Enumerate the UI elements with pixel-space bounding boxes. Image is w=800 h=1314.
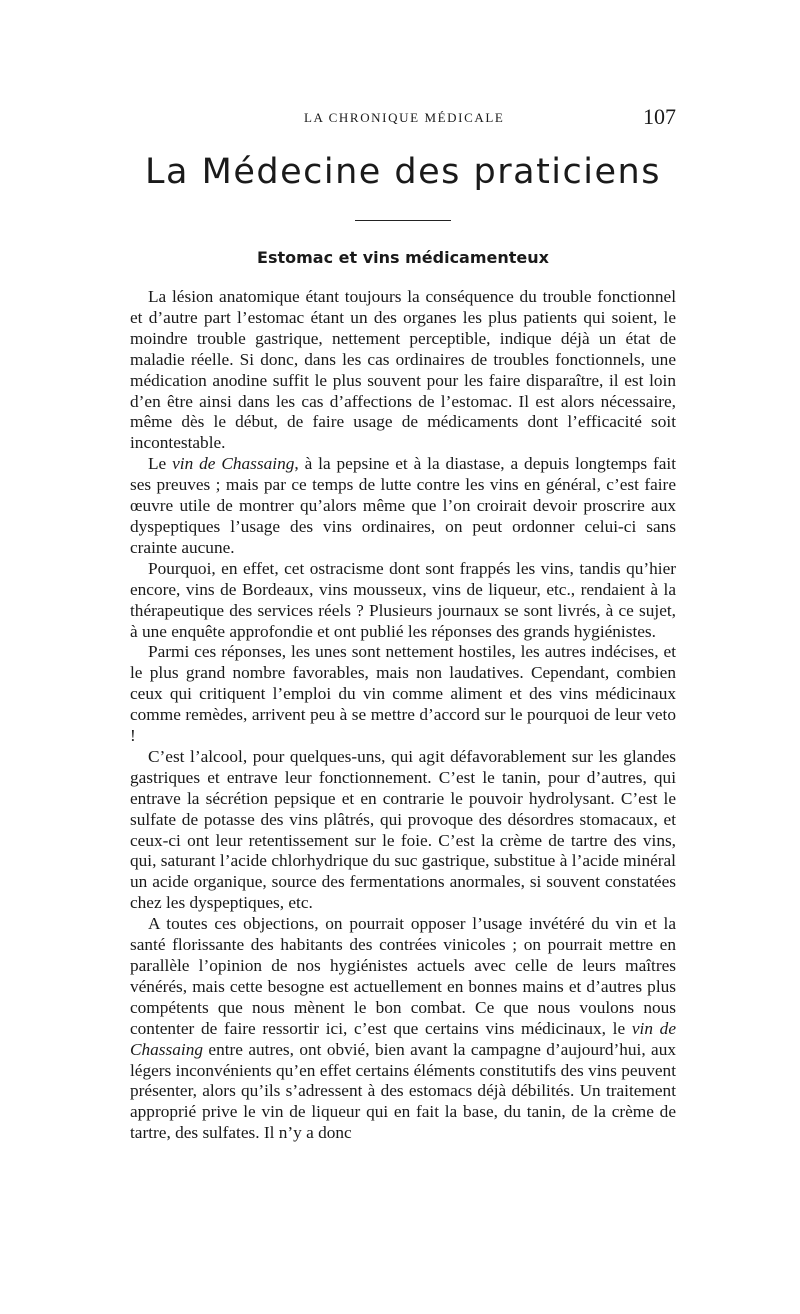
- paragraph-2-end: , à la pepsine et à la diastase, a depuis longtemps fait ses preuves ; mais par ce temps de lutte contre les vins en général, c’est faire œuvre utile de montrer qu’alors même que l’on croirait devoir proscrire aux dyspeptiques l’usage des vins ordinaires, on peut ordonner celui-ci sans crainte aucune.: [130, 454, 677, 557]
- paragraph-5: C’est l’alcool, pour quelques-uns, qui agit défavorablement sur les glandes gastriques et entrave leur fonctionnement. C’est le tanin, pour d’autres, qui entrave la sécrétion pepsique et en contrarie le pouvoir hydrolysant. C’est le sulfate de potasse des vins plâtrés, qui provoque des désordres stomacaux, et ceux-ci ont leur retentissement sur le foie. C’est la crème de tartre des vins, qui, saturant l’acide chlorhydrique du suc gastrique, substitue à l’acide minéral un acide organique, source des fermentations anormales, si souvent constatées chez les dyspeptiques, etc.: [130, 746, 676, 913]
- paragraph-3: Pourquoi, en effet, cet ostracisme dont sont frappés les vins, tandis qu’hier encore, vins de Bordeaux, vins mousseux, vins de liqueur, etc., rendaient à la thérapeutique des services réels ? Plusieurs journaux se sont livrés, à ce sujet, à une enquête approfondie et ont publié les réponses des grands hygiénistes.: [130, 558, 676, 641]
- journal-name: LA CHRONIQUE MÉDICALE: [304, 110, 505, 125]
- article-title: La Médecine des praticiens: [145, 152, 661, 192]
- paragraph-4: Parmi ces réponses, les unes sont nettement hostiles, les autres indécises, et le plus grand nombre favorables, mais non laudatives. Cependant, combien ceux qui critiquent l’emploi du vin comme aliment et des vins médicinaux comme remèdes, arrivent peu à se mettre d’accord sur le pourquoi de leur veto !: [130, 642, 676, 746]
- paragraph-2: [130, 454, 676, 559]
- paragraph-1: La lésion anatomique étant toujours la conséquence du trouble fonctionnel et d’autre part l’estomac étant un des organes les plus patients qui soient, le moindre trouble gastrique, nettement perceptible, indique déjà un état de maladie réelle. Si donc, dans les cas ordinaires de troubles fonctionnels, une médication anodine suffit le plus souvent pour les faire disparaître, il est loin d’en être ainsi dans les cas d’affections de l’estomac. Il est alors nécessaire, même dès le début, de faire usage de médicaments dont l’efficacité soit incontestable.: [130, 287, 676, 453]
- product-name: vin de Chassaing: [172, 454, 295, 474]
- paragraph-6-end: entre autres, ont obvié, bien avant la campagne d’aujourd’hui, aux légers inconvénients qu’en effet certains éléments constitutifs des vins peuvent présenter, alors qu’ils s’adressent à des estomacs déjà débilités. Un traitement approprié prive le vin de liqueur qui en fait la base, du tanin, de la crème de tartre, des sulfates. Il n’y a donc: [130, 1039, 676, 1143]
- page-number: 107: [643, 104, 676, 129]
- paragraph-6-start: A toutes ces objections, on pourrait opposer l’usage invétéré du vin et la santé florissante des habitants des contrées vinicoles ; on pourrait mettre en parallèle l’opinion de nos hygiénistes actuels avec celle de leurs maîtres vénérés, mais cette besogne est actuellement en bonnes mains et d’autres plus compétents que nous mènent le bon combat. Ce que nous voulons nous contenter de faire ressortir ici, c’est que certains vins médicinaux, le: [130, 914, 676, 1038]
- article-subtitle: Estomac et vins médicamenteux: [257, 248, 549, 267]
- paragraph-2-start: Le: [148, 454, 173, 474]
- article-body: [130, 287, 676, 1144]
- paragraph-6: [130, 914, 676, 1144]
- title-divider: [355, 220, 451, 221]
- product-name: vin de Chassaing: [130, 1018, 676, 1059]
- document-page: [130, 104, 676, 1144]
- running-header: [130, 104, 676, 132]
